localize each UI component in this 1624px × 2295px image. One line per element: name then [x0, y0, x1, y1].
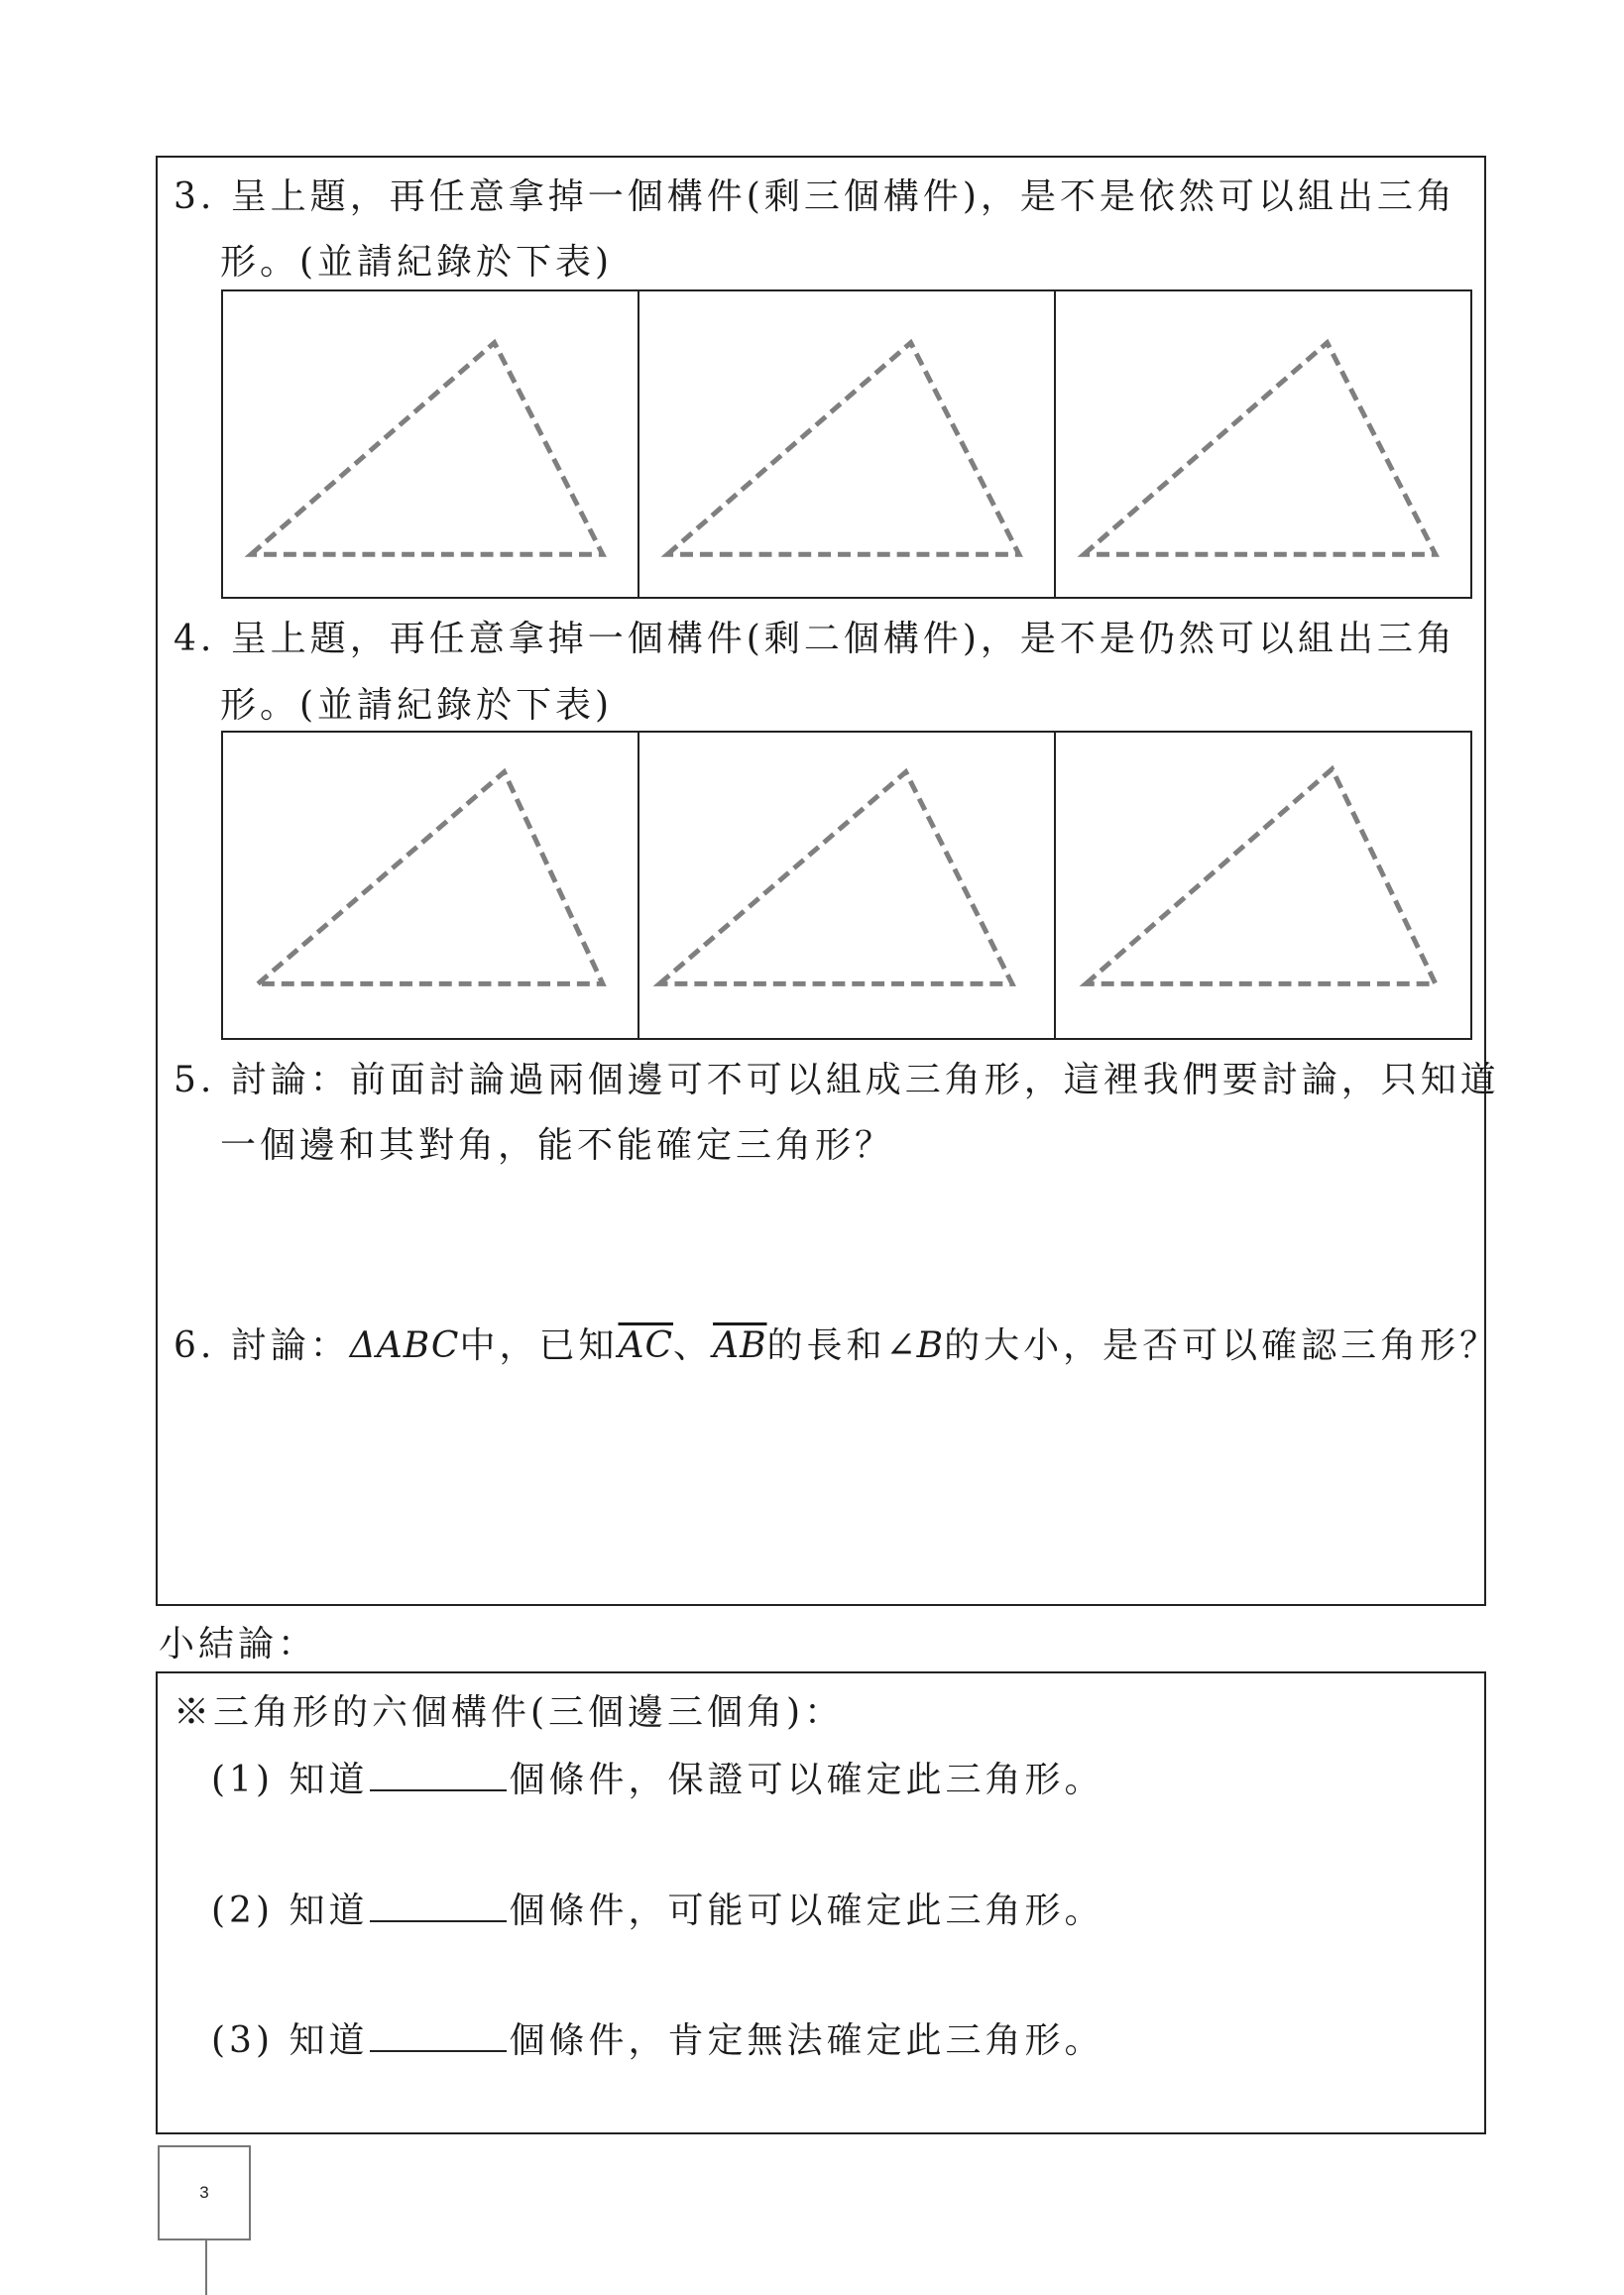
- summary-title: ※三角形的六個構件(三個邊三個角)：: [174, 1692, 845, 1733]
- q6-triangle: ΔABC: [349, 1325, 460, 1366]
- dashed-triangle-icon: [223, 733, 638, 1038]
- dashed-triangle-icon: [1056, 291, 1470, 597]
- item-pre: 知道: [289, 1891, 369, 1931]
- item-post: 個條件，可能可以確定此三角形。: [509, 1891, 1104, 1931]
- q5-line2: 一個邊和其對角，能不能確定三角形？: [220, 1125, 895, 1166]
- page-number: 3: [158, 2145, 251, 2240]
- dashed-triangle-icon: [1056, 733, 1470, 1038]
- q3-line1: 3. 呈上題，再任意拿掉一個構件(剩三個構件)，是不是依然可以組出三角: [174, 176, 1456, 217]
- q4-cell-2: [639, 733, 1056, 1038]
- q6-sep: 、: [673, 1325, 714, 1366]
- q6-angle-b: ∠B: [885, 1325, 945, 1366]
- q4-cell-3: [1056, 733, 1470, 1038]
- q5-line1: 5. 討論：前面討論過兩個邊可不可以組成三角形，這裡我們要討論，只知道: [174, 1060, 1500, 1100]
- q6-prefix: 6. 討論：: [174, 1325, 350, 1366]
- q6-suffix: 的大小，是否可以確認三角形？: [944, 1325, 1500, 1366]
- dashed-triangle-icon: [639, 291, 1054, 597]
- dashed-triangle-icon: [223, 291, 638, 597]
- page-number-stem: [205, 2240, 207, 2295]
- q6-segment-ab: $\overline{AB}$: [713, 1325, 767, 1366]
- q4-record-table: [221, 731, 1472, 1040]
- q6-segment-ac: $\overline{AC}$: [618, 1325, 674, 1366]
- summary-item-2: [211, 1890, 1103, 1933]
- item-number: (2): [211, 1891, 274, 1931]
- item-pre: 知道: [289, 2020, 369, 2061]
- dashed-triangle-icon: [639, 733, 1054, 1038]
- q3-line2: 形。(並請紀錄於下表): [220, 242, 614, 283]
- answer-blank[interactable]: [370, 1891, 507, 1922]
- answer-blank[interactable]: [370, 2020, 507, 2052]
- summary-item-3: [211, 2019, 1103, 2063]
- q3-cell-1: [223, 291, 639, 597]
- q3-cell-3: [1056, 291, 1470, 597]
- q6-mid2: 的長和: [766, 1325, 886, 1366]
- summary-item-1: [211, 1759, 1103, 1802]
- item-post: 個條件，肯定無法確定此三角形。: [509, 2020, 1104, 2061]
- q3-record-table: [221, 289, 1472, 599]
- answer-blank[interactable]: [370, 1760, 507, 1791]
- item-post: 個條件，保證可以確定此三角形。: [509, 1760, 1104, 1800]
- item-number: (3): [211, 2020, 274, 2061]
- q3-cell-2: [639, 291, 1056, 597]
- summary-heading: 小結論：: [159, 1624, 318, 1664]
- item-pre: 知道: [289, 1760, 369, 1800]
- q4-line2: 形。(並請紀錄於下表): [220, 685, 614, 726]
- q4-cell-1: [223, 733, 639, 1038]
- item-number: (1): [211, 1760, 274, 1800]
- q4-line1: 4. 呈上題，再任意拿掉一個構件(剩二個構件)，是不是仍然可以組出三角: [174, 619, 1456, 659]
- q6-mid1: 中，已知: [459, 1325, 619, 1366]
- q6-line: [174, 1324, 1499, 1368]
